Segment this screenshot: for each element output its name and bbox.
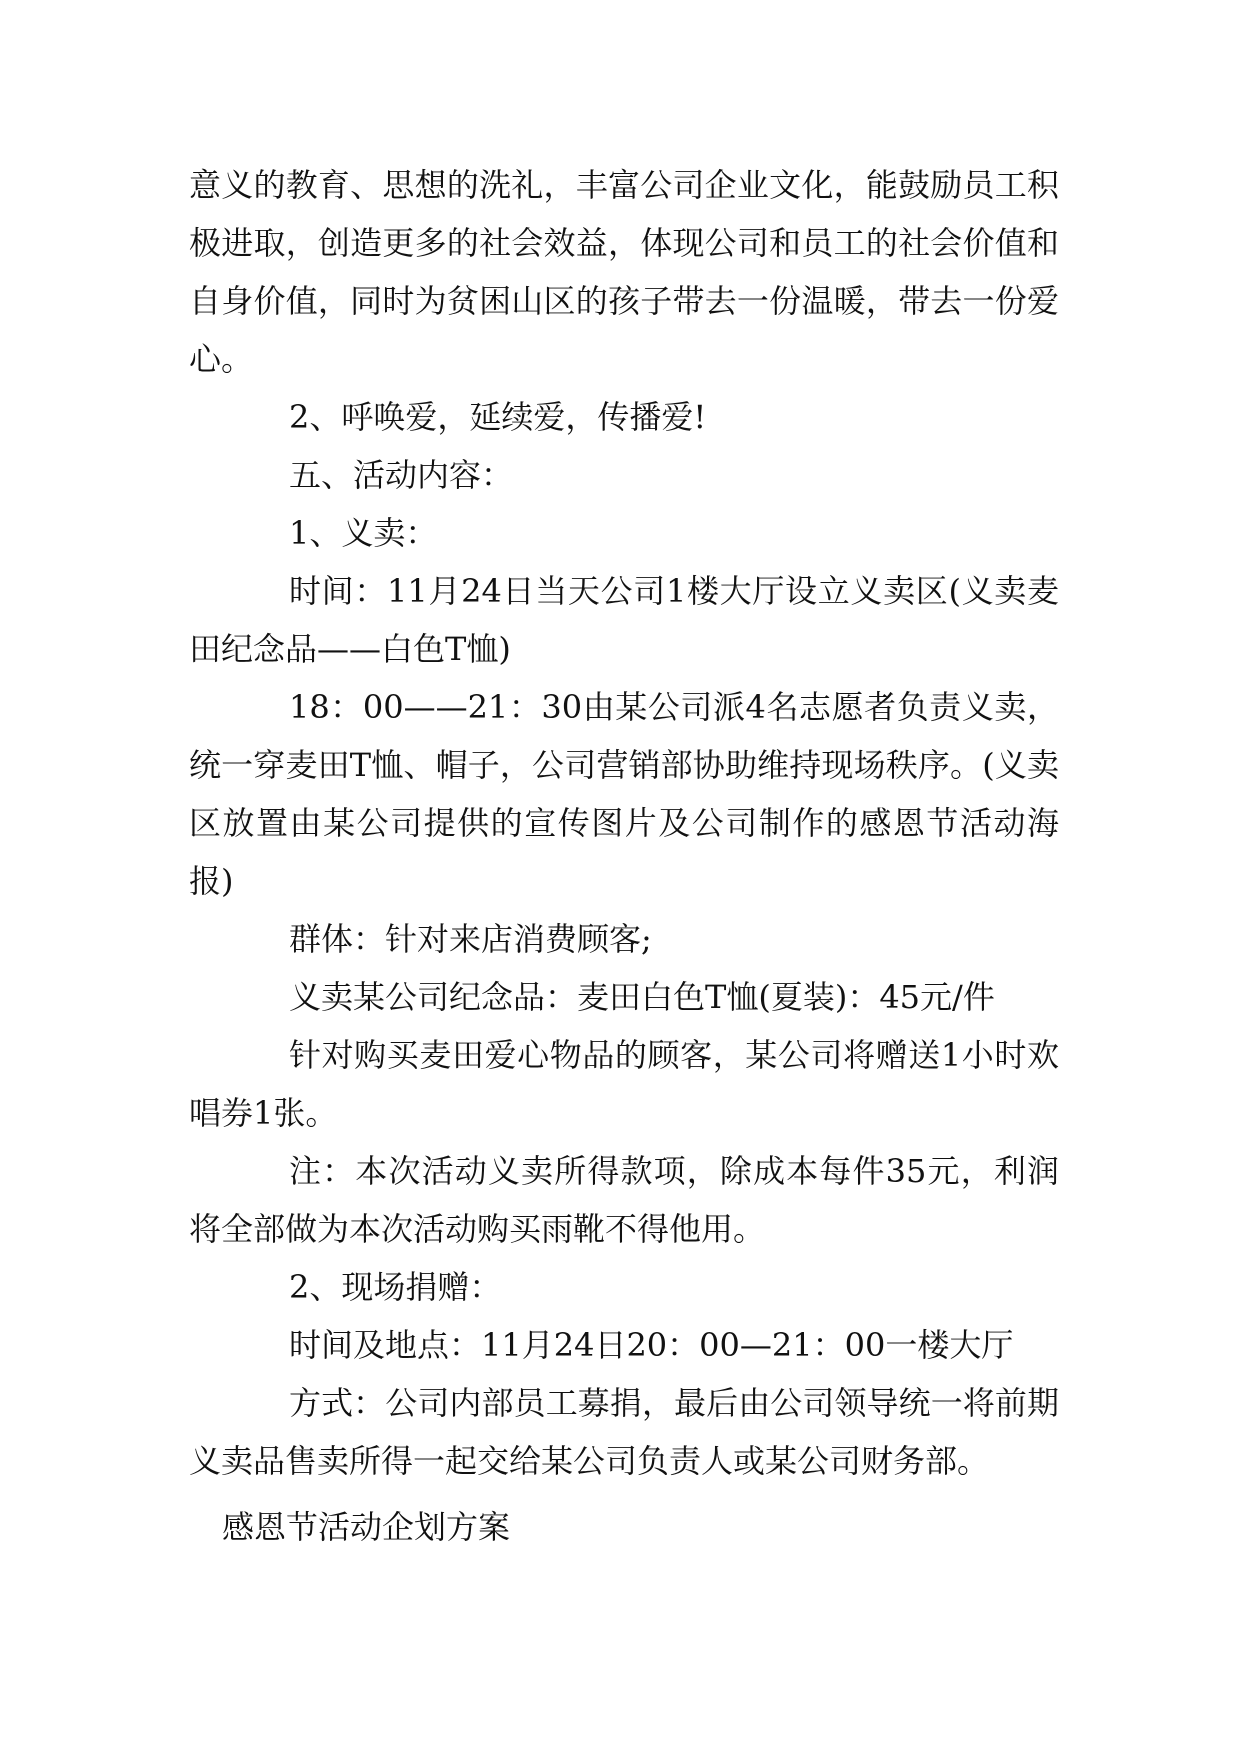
section-heading-activity-content: 五、活动内容：: [289, 456, 514, 494]
paragraph-note: 注：本次活动义卖所得款项，除成本每件35元，利润将全部做为本次活动购买雨靴不得他用。: [189, 1152, 1059, 1248]
paragraph-sale-time: 时间：11月24日当天公司1楼大厅设立义卖区(义卖麦田纪念品——白色T恤): [189, 572, 1059, 668]
document-body: [189, 156, 1059, 1490]
paragraph-2: 2、呼唤爱，延续爱，传播爱!: [289, 398, 707, 436]
paragraph-souvenir-price: 义卖某公司纪念品：麦田白色T恤(夏装)：45元/件: [289, 978, 995, 1016]
paragraph-1: 意义的教育、思想的洗礼，丰富公司企业文化，能鼓励员工积极进取，创造更多的社会效益，体现公司和员工的社会价值和自身价值，同时为贫困山区的孩子带去一份温暖，带去一份爱心。: [189, 166, 1059, 378]
subheading-charity-sale: 1、义卖：: [289, 514, 438, 552]
paragraph-volunteers: 18：00——21：30由某公司派4名志愿者负责义卖，统一穿麦田T恤、帽子，公司营销部协助维持现场秩序。(义卖区放置由某公司提供的宣传图片及公司制作的感恩节活动海报): [189, 688, 1059, 900]
paragraph-donation-time-place: 时间及地点：11月24日20：00—21：00一楼大厅: [289, 1326, 1014, 1364]
subheading-onsite-donation: 2、现场捐赠：: [289, 1268, 502, 1306]
paragraph-gift-coupon: 针对购买麦田爱心物品的顾客，某公司将赠送1小时欢唱券1张。: [189, 1036, 1059, 1132]
paragraph-target-group: 群体：针对来店消费顾客;: [289, 920, 652, 958]
paragraph-donation-method: 方式：公司内部员工募捐，最后由公司领导统一将前期义卖品售卖所得一起交给某公司负责人或某公司财务部。: [189, 1384, 1059, 1480]
closing-title: 感恩节活动企划方案: [222, 1508, 511, 1546]
